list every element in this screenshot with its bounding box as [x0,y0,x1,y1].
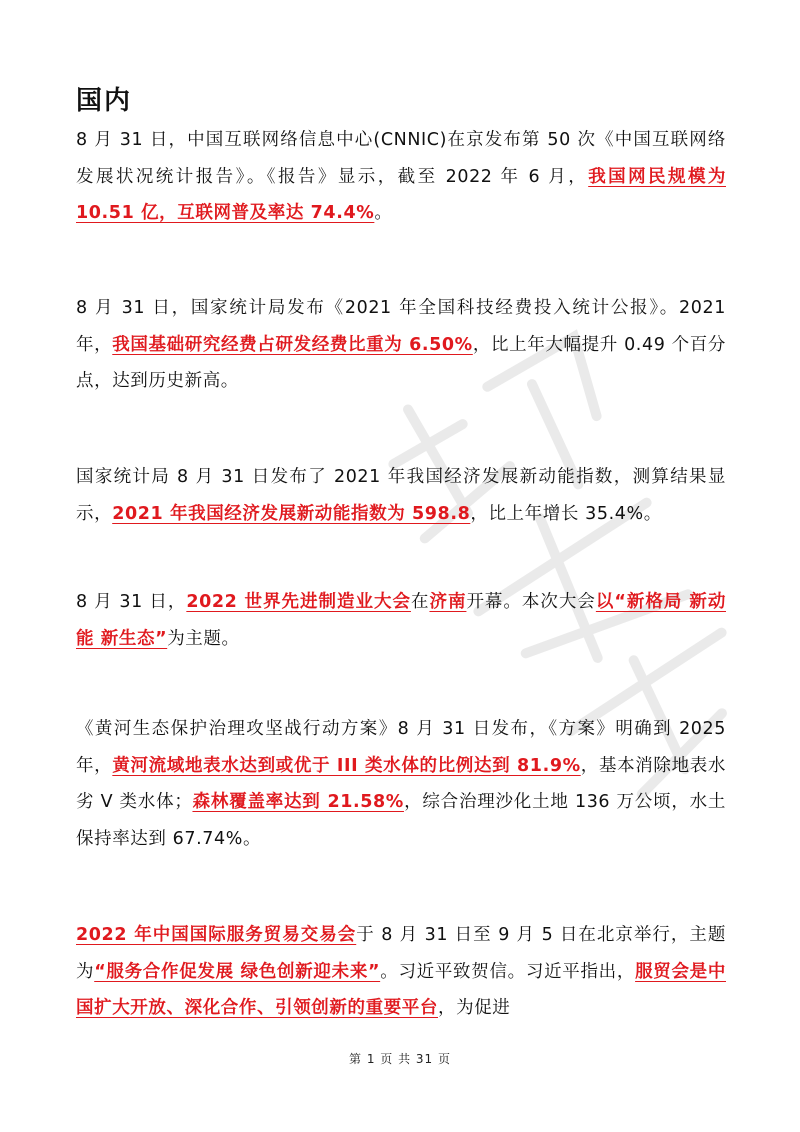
highlight-text: “服务合作促发展 绿色创新迎未来” [94,961,381,982]
body-text: 开幕。本次大会 [466,592,596,612]
highlight-text: 我国网民规模为 10.51 亿，互联网普及率达 74.4% [76,166,726,223]
highlight-text: 黄河流域地表水达到或优于 III 类水体的比例达到 81.9% [112,755,581,776]
highlight-text: 济南 [429,592,467,612]
body-text: ，基本消除地表水劣 V 类水体； [76,755,726,812]
news-paragraph-yellow-river-plan [76,711,726,857]
body-text: 于 8 月 31 日至 9 月 5 日在北京举行，主题为 [76,925,727,982]
highlight-text: 2022 世界先进制造业大会 [186,592,411,612]
body-text: ，比上年增长 35.4%。 [470,503,662,524]
body-text: 国家统计局 8 月 31 日发布了 2021 年我国经济发展新动能指数，测算结果显示， [76,467,726,524]
news-paragraph-rd-funding [76,290,726,400]
news-paragraph-cnnic [76,122,726,232]
body-text: 在 [410,592,430,612]
section-title: 国内 [76,86,133,116]
highlight-text: 我国基础研究经费占研发经费比重为 6.50% [112,334,473,355]
news-paragraph-ciftis [76,917,726,1027]
page-footer: 第 1 页 共 31 页 [349,1052,451,1066]
news-paragraph-manufacturing-conference [76,584,726,657]
highlight-text: 2022 年中国国际服务贸易交易会 [76,925,357,945]
body-text: ，综合治理沙化土地 136 万公顷，水土保持率达到 67.74%。 [76,792,726,849]
body-text: ，比上年大幅提升 0.49 个百分点，达到历史新高。 [76,334,726,391]
body-text: ，为促进 [438,998,511,1018]
news-paragraph-new-momentum-index [76,459,726,532]
body-text: 8 月 31 日，中国互联网络信息中心(CNNIC)在京发布第 50 次《中国互联网络发展状况统计报告》。《报告》显示，截至 2022 年 6 月， [76,130,726,187]
body-text: 《黄河生态保护治理攻坚战行动方案》8 月 31 日发布，《方案》明确到 2025 年， [76,719,726,776]
body-text: 8 月 31 日，国家统计局发布《2021 年全国科技经费投入统计公报》。2021 年， [76,298,726,355]
highlight-text: 森林覆盖率达到 21.58% [192,792,404,812]
highlight-text: 服贸会是中国扩大开放、深化合作、引领创新的重要平台 [76,961,726,1018]
highlight-text: 2021 年我国经济发展新动能指数为 598.8 [112,503,471,524]
body-text: 8 月 31 日， [76,592,187,612]
body-text: 。习近平致贺信。习近平指出， [380,961,636,982]
body-text: 为主题。 [167,628,240,649]
highlight-text: 以“新格局 新动能 新生态” [76,592,726,649]
body-text: 。 [374,203,393,223]
